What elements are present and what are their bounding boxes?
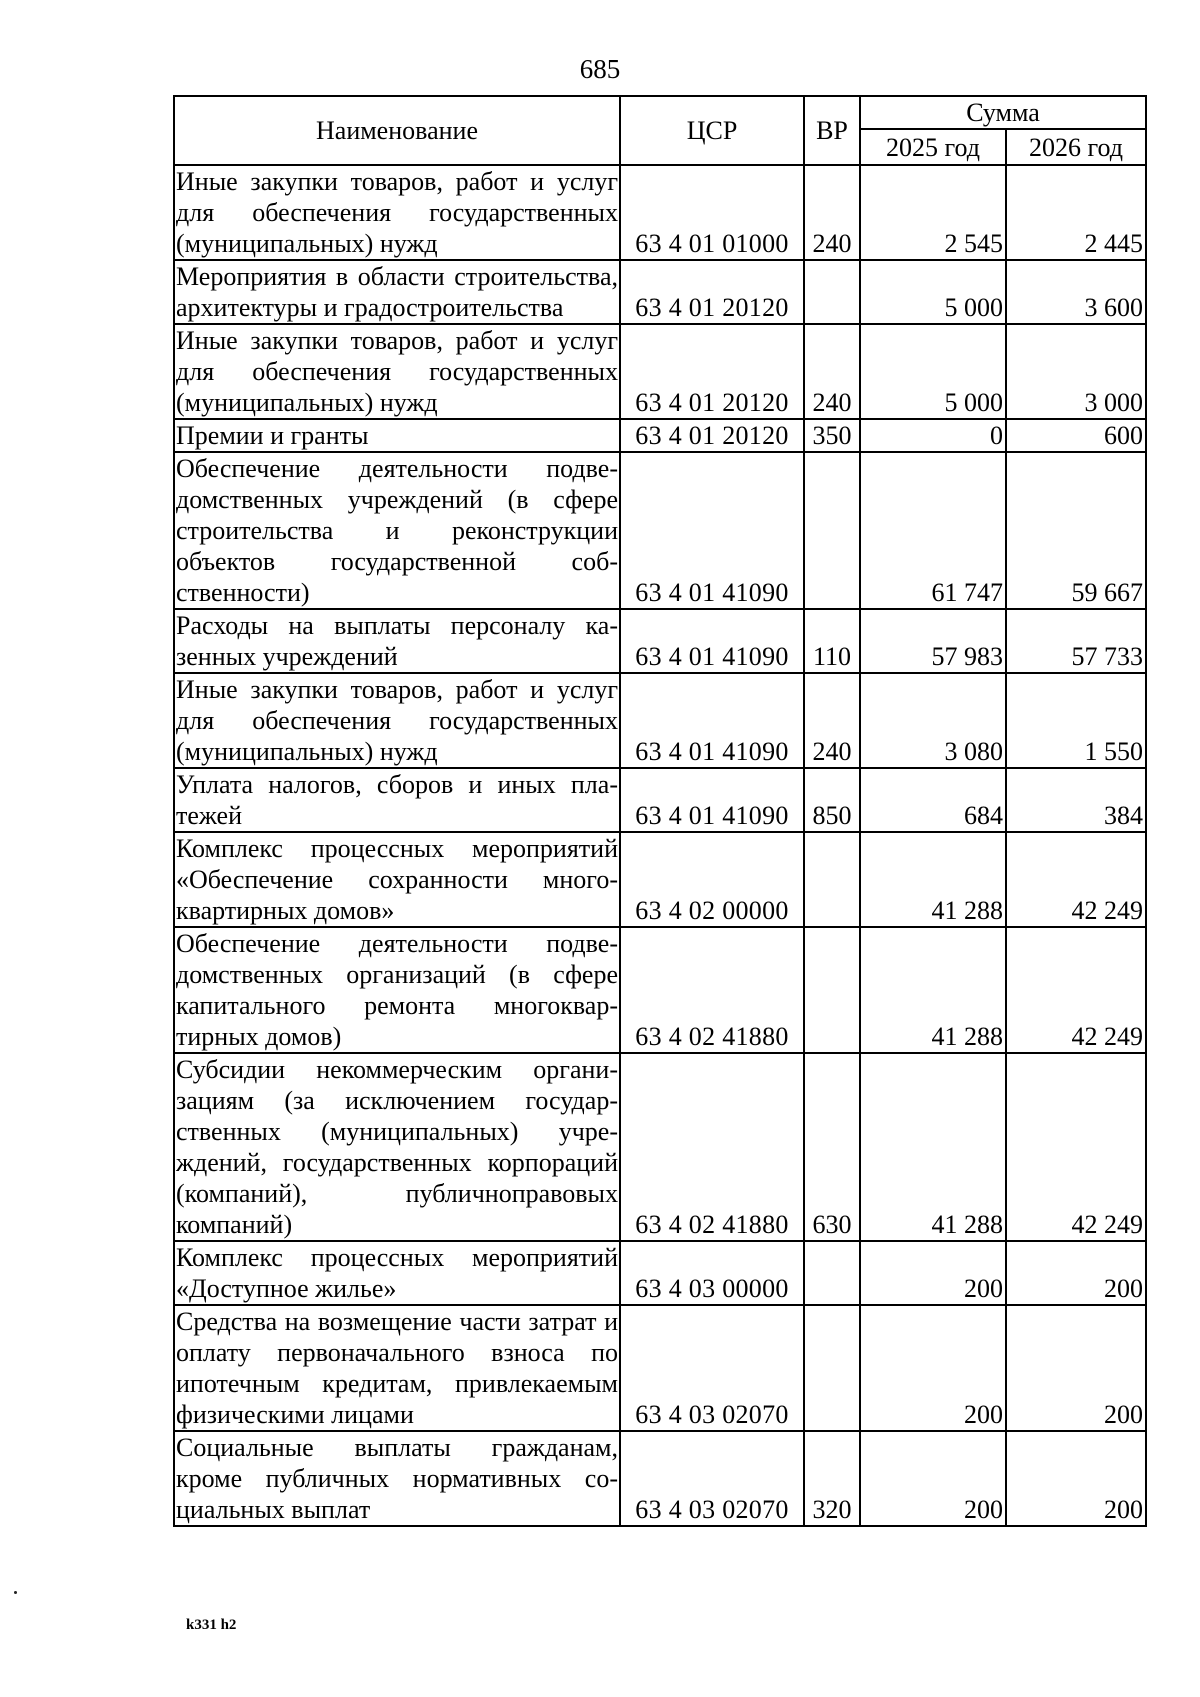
table-row: [174, 452, 1146, 609]
table-row: [174, 1431, 1146, 1526]
table-row: [174, 832, 1146, 927]
row-vr-code: 110: [804, 609, 860, 673]
row-name: Субсидии некоммерческим организациям (за исключением государственных (муниципальных) учреждений, государственных корпораций (компаний), публичноправовых компаний): [176, 1055, 618, 1239]
row-name: Обеспечение деятельности подведомственных организаций (в сфере капитального ремонта многоквартирных домов): [176, 929, 618, 1051]
row-vr-code: [804, 927, 860, 1053]
table-row: [174, 260, 1146, 324]
table-row: [174, 609, 1146, 673]
table-row: [174, 165, 1146, 260]
row-amount-2026: 59 667: [1006, 452, 1146, 609]
row-vr-code: 240: [804, 165, 860, 260]
table-row: [174, 1053, 1146, 1241]
header-year-2025: 2025 год: [860, 129, 1006, 165]
page-number: 685: [579, 54, 621, 84]
row-name: Уплата налогов, сборов и иных платежей: [176, 770, 618, 830]
row-amount-2026: 600: [1006, 419, 1146, 452]
table-row: [174, 1241, 1146, 1305]
row-vr-code: 850: [804, 768, 860, 832]
table-row: [174, 419, 1146, 452]
row-vr-code: [804, 452, 860, 609]
header-csr: ЦСР: [620, 96, 804, 165]
table-row: [174, 768, 1146, 832]
table-row: [174, 324, 1146, 419]
row-vr-code: [804, 1241, 860, 1305]
row-name: Обеспечение деятельности подведомственных учреждений (в сфере строительства и реконструкции объектов государственной собственности): [176, 454, 618, 607]
row-vr-code: 350: [804, 419, 860, 452]
table-header: [174, 96, 1146, 165]
row-vr-code: 240: [804, 673, 860, 768]
row-vr-code: [804, 260, 860, 324]
table-body: [174, 165, 1146, 1526]
budget-table: [173, 95, 1147, 1527]
row-name: Расходы на выплаты персоналу казенных учреждений: [176, 611, 618, 671]
row-name: Иные закупки товаров, работ и услуг для обеспечения государственных (муниципальных) нужд: [176, 326, 618, 417]
row-name: Иные закупки товаров, работ и услуг для обеспечения государственных (муниципальных) нужд: [176, 675, 618, 766]
row-vr-code: [804, 832, 860, 927]
row-amount-2026: 384: [1006, 768, 1146, 832]
row-name: Мероприятия в области строительства, архитектуры и градостроительства: [176, 262, 618, 322]
row-vr-code: 240: [804, 324, 860, 419]
row-vr-code: 320: [804, 1431, 860, 1526]
row-amount-2026: 3 000: [1006, 324, 1146, 419]
row-name: Комплекс процессных мероприятий «Доступное жилье»: [176, 1243, 618, 1303]
footer-code: k331 h2: [186, 1617, 237, 1633]
row-amount-2026: 200: [1006, 1431, 1146, 1526]
row-amount-2026: 200: [1006, 1305, 1146, 1431]
row-csr-code: 63 4 02 41880: [620, 1053, 804, 1241]
row-amount-2026: 200: [1006, 1241, 1146, 1305]
scan-artifact-dot: [14, 1591, 17, 1594]
row-name: Иные закупки товаров, работ и услуг для обеспечения государственных (муниципальных) нужд: [176, 167, 618, 258]
row-amount-2025: 3 080: [860, 673, 1006, 768]
row-vr-code: [804, 1305, 860, 1431]
row-name: Премии и гранты: [174, 419, 620, 452]
row-amount-2025: 200: [860, 1431, 1006, 1526]
row-csr-code: 63 4 01 20120: [620, 260, 804, 324]
row-amount-2026: 3 600: [1006, 260, 1146, 324]
row-csr-code: 63 4 01 41090: [620, 673, 804, 768]
header-year-2026: 2026 год: [1006, 129, 1146, 165]
row-name: Социальные выплаты гражданам, кроме публичных нормативных социальных выплат: [176, 1433, 618, 1524]
header-name: Наименование: [174, 96, 620, 165]
row-csr-code: 63 4 01 20120: [620, 419, 804, 452]
row-csr-code: 63 4 01 41090: [620, 452, 804, 609]
row-amount-2026: 42 249: [1006, 927, 1146, 1053]
row-vr-code: 630: [804, 1053, 860, 1241]
table-row: [174, 673, 1146, 768]
row-amount-2025: 5 000: [860, 324, 1006, 419]
row-amount-2025: 200: [860, 1241, 1006, 1305]
row-amount-2025: 200: [860, 1305, 1006, 1431]
row-name: Средства на возмещение части затрат и оплату первоначального взноса по ипотечным кредитам, привлекаемым физическими лицами: [176, 1307, 618, 1429]
row-amount-2026: 1 550: [1006, 673, 1146, 768]
header-vr: ВР: [804, 96, 860, 165]
row-name: Комплекс процессных мероприятий «Обеспечение сохранности многоквартирных домов»: [176, 834, 618, 925]
table-row: [174, 1305, 1146, 1431]
row-amount-2026: 57 733: [1006, 609, 1146, 673]
header-sum: Сумма: [860, 96, 1146, 129]
row-amount-2025: 0: [860, 419, 1006, 452]
row-amount-2025: 5 000: [860, 260, 1006, 324]
row-csr-code: 63 4 01 41090: [620, 768, 804, 832]
row-csr-code: 63 4 02 00000: [620, 832, 804, 927]
row-csr-code: 63 4 03 02070: [620, 1305, 804, 1431]
table-row: [174, 927, 1146, 1053]
row-csr-code: 63 4 03 00000: [620, 1241, 804, 1305]
row-csr-code: 63 4 01 41090: [620, 609, 804, 673]
row-amount-2025: 57 983: [860, 609, 1006, 673]
row-amount-2025: 61 747: [860, 452, 1006, 609]
row-csr-code: 63 4 01 01000: [620, 165, 804, 260]
row-csr-code: 63 4 03 02070: [620, 1431, 804, 1526]
row-csr-code: 63 4 01 20120: [620, 324, 804, 419]
row-amount-2026: 2 445: [1006, 165, 1146, 260]
row-amount-2026: 42 249: [1006, 1053, 1146, 1241]
row-amount-2025: 41 288: [860, 1053, 1006, 1241]
row-amount-2025: 41 288: [860, 832, 1006, 927]
row-amount-2025: 2 545: [860, 165, 1006, 260]
row-amount-2025: 684: [860, 768, 1006, 832]
row-csr-code: 63 4 02 41880: [620, 927, 804, 1053]
row-amount-2025: 41 288: [860, 927, 1006, 1053]
row-amount-2026: 42 249: [1006, 832, 1146, 927]
